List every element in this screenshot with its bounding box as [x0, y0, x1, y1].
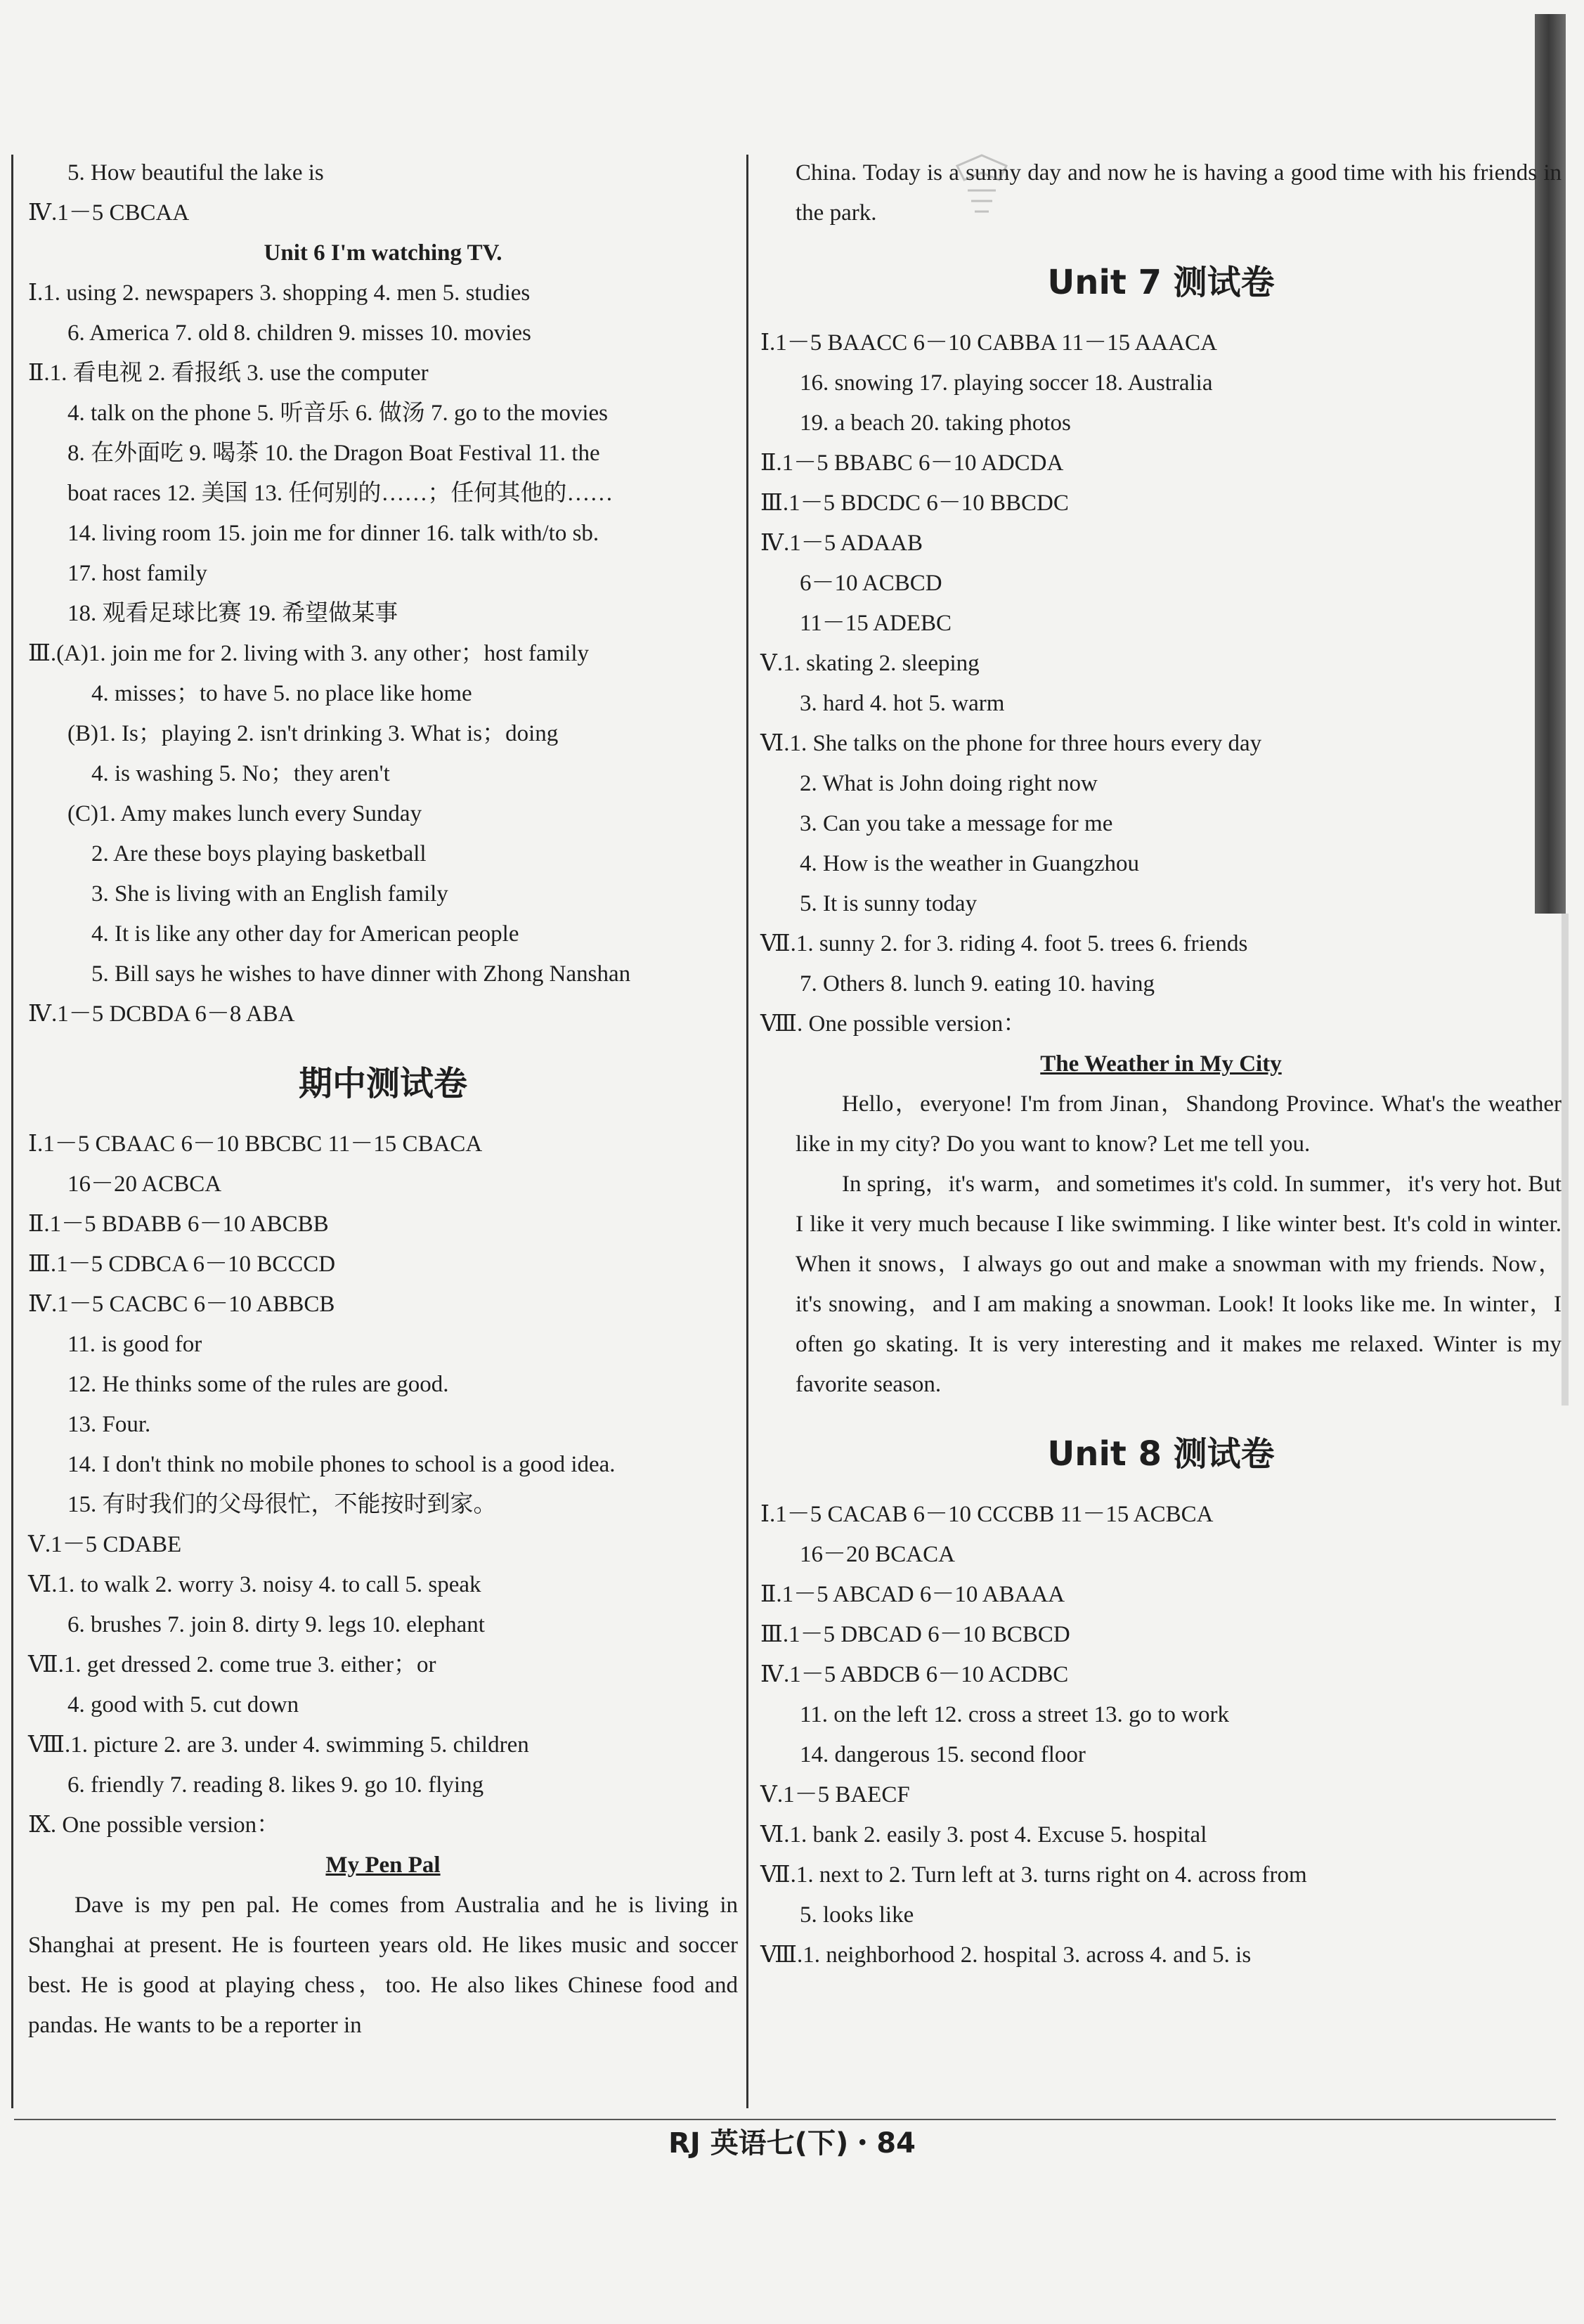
answer-line: 5. How beautiful the lake is: [67, 160, 324, 186]
answer-line: Ⅰ.1－5 CBAAC 6－10 BBCBC 11－15 CBACA: [28, 1131, 483, 1157]
answer-line: 4. misses；to have 5. no place like home: [91, 681, 472, 706]
answer-line: 11－15 ADEBC: [800, 611, 952, 636]
answer-line: Ⅴ.1－5 BAECF: [760, 1782, 910, 1807]
answer-line: 4. is washing 5. No；they aren't: [91, 761, 390, 786]
answer-line: 8. 在外面吃 9. 喝茶 10. the Dragon Boat Festival 11. the: [67, 441, 600, 466]
answer-line: Ⅱ.1－5 BBABC 6－10 ADCDA: [760, 450, 1064, 476]
essay-paragraph: In spring，it's warm，and sometimes it's cold. In summer，it's very hot. But I like it very much because I like swimming. I like winter best. It's cold in winter. When it snows，I always go out and make a snowman with my friends. Now，it's snowing，and I am making a snowman. Look! It looks like me. In winter，I often go skating. It is very interesting and it makes me relaxed. Winter is my favorite season.: [796, 1171, 1562, 1397]
answer-line: Ⅷ. One possible version：: [760, 1011, 1027, 1037]
answer-line: 6. friendly 7. reading 8. likes 9. go 10. flying: [67, 1772, 484, 1798]
answer-line: Ⅰ.1. using 2. newspapers 3. shopping 4. men 5. studies: [28, 280, 531, 306]
answer-line: 4. good with 5. cut down: [67, 1692, 299, 1718]
answer-line: Ⅲ.(A)1. join me for 2. living with 3. any other；host family: [28, 641, 590, 666]
column-divider: [746, 155, 748, 2108]
page-footer: RJ 英语七(下)・84: [668, 2127, 916, 2160]
answer-line: 16－20 ACBCA: [67, 1171, 222, 1197]
answer-line: Ⅲ.1－5 DBCAD 6－10 BCBCD: [760, 1622, 1070, 1647]
midterm-heading: 期中测试卷: [298, 1064, 467, 1103]
answer-line: 2. What is John doing right now: [800, 771, 1098, 796]
answer-line: Ⅷ.1. neighborhood 2. hospital 3. across 4. and 5. is: [760, 1942, 1252, 1968]
answer-line: 4. How is the weather in Guangzhou: [800, 851, 1139, 876]
answer-line: 13. Four.: [67, 1412, 151, 1437]
answer-line: Ⅲ.1－5 BDCDC 6－10 BBCDC: [760, 491, 1069, 516]
essay-paragraph: Dave is my pen pal. He comes from Australia and he is living in Shanghai at present. He is fourteen years old. He likes music and soccer best. He is good at playing chess，too. He also likes Chinese food and pandas. He wants to be a reporter in: [28, 1893, 738, 2038]
essay-title-weather: The Weather in My City: [1040, 1051, 1282, 1077]
unit6-heading: Unit 6 I'm watching TV.: [264, 240, 502, 266]
answer-line: Ⅳ.1－5 CBCAA: [28, 200, 190, 226]
answer-line: (C)1. Amy makes lunch every Sunday: [67, 801, 422, 826]
answer-line: 18. 观看足球比赛 19. 希望做某事: [67, 601, 398, 626]
answer-line: 2. Are these boys playing basketball: [91, 841, 427, 866]
answer-line: Ⅵ.1. bank 2. easily 3. post 4. Excuse 5. hospital: [760, 1822, 1207, 1848]
unit7-heading: Unit 7 测试卷: [1047, 263, 1275, 302]
scan-edge-shadow-lower: [1562, 914, 1569, 1406]
answer-line: 6. America 7. old 8. children 9. misses 10. movies: [67, 320, 531, 346]
answer-line: (B)1. Is；playing 2. isn't drinking 3. What is；doing: [67, 721, 559, 746]
answer-line: 17. host family: [67, 561, 207, 586]
answer-line: 4. It is like any other day for American people: [91, 921, 519, 947]
answer-line: Ⅸ. One possible version：: [28, 1812, 280, 1838]
answer-line: Ⅲ.1－5 CDBCA 6－10 BCCCD: [28, 1252, 336, 1277]
answer-line: Ⅶ.1. get dressed 2. come true 3. either；or: [28, 1652, 436, 1677]
answer-line: Ⅳ.1－5 ABDCB 6－10 ACDBC: [760, 1662, 1069, 1687]
unit8-heading: Unit 8 测试卷: [1047, 1434, 1275, 1474]
answer-line: Ⅱ.1. 看电视 2. 看报纸 3. use the computer: [28, 361, 429, 386]
answer-line: Ⅴ.1. skating 2. sleeping: [760, 651, 980, 676]
left-margin-rule: [11, 155, 13, 2108]
answer-line: Ⅷ.1. picture 2. are 3. under 4. swimming 5. children: [28, 1732, 529, 1758]
answer-line: Ⅳ.1－5 CACBC 6－10 ABBCB: [28, 1292, 335, 1317]
answer-line: 5. looks like: [800, 1902, 914, 1928]
answer-line: 4. talk on the phone 5. 听音乐 6. 做汤 7. go to the movies: [67, 401, 609, 426]
answer-line: 3. hard 4. hot 5. warm: [800, 691, 1005, 716]
answer-line: 11. on the left 12. cross a street 13. go to work: [800, 1702, 1229, 1727]
answer-line: Ⅵ.1. She talks on the phone for three hours every day: [760, 731, 1262, 756]
left-column: [28, 153, 738, 2046]
answer-line: 14. I don't think no mobile phones to school is a good idea.: [67, 1452, 616, 1477]
answer-line: 6. brushes 7. join 8. dirty 9. legs 10. elephant: [67, 1612, 485, 1637]
answer-line: 16. snowing 17. playing soccer 18. Australia: [800, 370, 1213, 396]
answer-line: 12. He thinks some of the rules are good.: [67, 1372, 449, 1397]
answer-line: 7. Others 8. lunch 9. eating 10. having: [800, 971, 1155, 997]
stamp-watermark-icon: [950, 152, 1013, 229]
answer-line: 5. It is sunny today: [800, 891, 978, 916]
essay-title-my-pen-pal: My Pen Pal: [325, 1852, 441, 1878]
answer-line: Ⅶ.1. next to 2. Turn left at 3. turns right on 4. across from: [760, 1862, 1307, 1888]
answer-line: Ⅴ.1－5 CDABE: [28, 1532, 182, 1557]
answer-line: Ⅱ.1－5 BDABB 6－10 ABCBB: [28, 1212, 329, 1237]
answer-line: 14. dangerous 15. second floor: [800, 1742, 1086, 1767]
answer-line: Ⅰ.1－5 CACAB 6－10 CCCBB 11－15 ACBCA: [760, 1502, 1214, 1527]
answer-line: 3. She is living with an English family: [91, 881, 448, 907]
answer-line: Ⅳ.1－5 ADAAB: [760, 531, 923, 556]
answer-line: Ⅵ.1. to walk 2. worry 3. noisy 4. to call 5. speak: [28, 1572, 481, 1597]
answer-line: 16－20 BCACA: [800, 1542, 955, 1567]
answer-line: 6－10 ACBCD: [800, 571, 942, 596]
essay-paragraph-continued: China. Today is a sunny day and now he is having a good time with his friends in the park.: [796, 160, 1562, 226]
answer-line: 14. living room 15. join me for dinner 16. talk with/to sb.: [67, 521, 599, 546]
answer-line: Ⅶ.1. sunny 2. for 3. riding 4. foot 5. trees 6. friends: [760, 931, 1248, 956]
right-column: [760, 153, 1562, 1975]
answer-line: 11. is good for: [67, 1332, 202, 1357]
answer-line: Ⅰ.1－5 BAACC 6－10 CABBA 11－15 AAACA: [760, 330, 1217, 356]
answer-line: 5. Bill says he wishes to have dinner with Zhong Nanshan: [91, 961, 631, 987]
essay-paragraph: Hello，everyone! I'm from Jinan，Shandong Province. What's the weather like in my city? Do you want to know? Let me tell you.: [796, 1091, 1562, 1157]
answer-line: 19. a beach 20. taking photos: [800, 410, 1071, 436]
answer-line: Ⅱ.1－5 ABCAD 6－10 ABAAA: [760, 1582, 1065, 1607]
answer-line: 3. Can you take a message for me: [800, 811, 1113, 836]
answer-line: Ⅳ.1－5 DCBDA 6－8 ABA: [28, 1001, 295, 1027]
answer-line: 15. 有时我们的父母很忙，不能按时到家。: [67, 1492, 497, 1517]
answer-line: boat races 12. 美国 13. 任何别的……；任何其他的……: [67, 481, 614, 506]
footer-rule: [14, 2119, 1556, 2120]
